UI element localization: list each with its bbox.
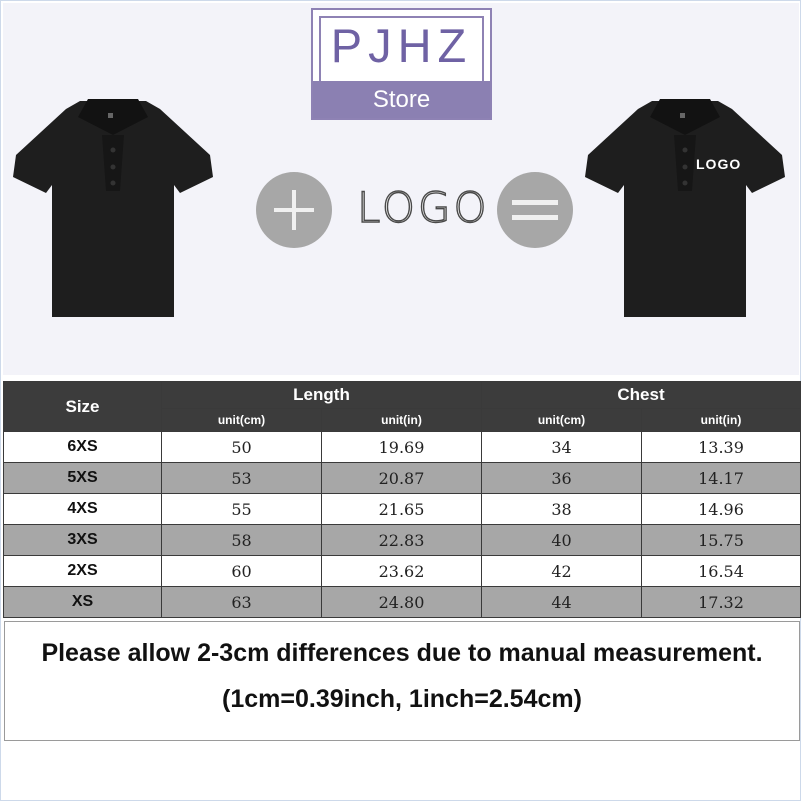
length-cm-cell: 50 — [162, 432, 322, 463]
table-row — [4, 556, 801, 587]
chest-in-cell: 15.75 — [642, 525, 801, 556]
size-cell: 3XS — [4, 525, 162, 556]
equals-icon — [497, 172, 573, 248]
chest-cm-cell: 36 — [482, 463, 642, 494]
length-in-cell: 23.62 — [322, 556, 482, 587]
logo-polo-shirt-image — [582, 95, 788, 321]
chest-cm-cell: 38 — [482, 494, 642, 525]
brand-logo — [311, 8, 492, 120]
chest-cm-cell: 44 — [482, 587, 642, 618]
brand-name: PJHZ — [330, 19, 473, 72]
size-cell: 6XS — [4, 432, 162, 463]
unit-conversion-text: (1cm=0.39inch, 1inch=2.54cm) — [222, 685, 582, 713]
chest-in-cell: 14.96 — [642, 494, 801, 525]
length-in-cell: 24.80 — [322, 587, 482, 618]
length-column-header: Length — [162, 382, 482, 409]
chest-unit-in-header: unit(in) — [642, 409, 801, 432]
shirt-logo-text: LOGO — [696, 156, 742, 172]
chest-in-cell: 13.39 — [642, 432, 801, 463]
table-row — [4, 525, 801, 556]
plain-polo-shirt-image — [10, 95, 216, 321]
size-cell: XS — [4, 587, 162, 618]
chest-cm-cell: 34 — [482, 432, 642, 463]
length-in-cell: 22.83 — [322, 525, 482, 556]
size-column-header: Size — [4, 382, 162, 432]
length-in-cell: 21.65 — [322, 494, 482, 525]
table-row — [4, 432, 801, 463]
size-cell: 2XS — [4, 556, 162, 587]
size-cell: 5XS — [4, 463, 162, 494]
size-chart-table — [3, 381, 801, 618]
length-unit-cm-header: unit(cm) — [162, 409, 322, 432]
chest-in-cell: 14.17 — [642, 463, 801, 494]
length-cm-cell: 58 — [162, 525, 322, 556]
table-row — [4, 463, 801, 494]
logo-word: LOGO — [357, 183, 490, 232]
chest-in-cell: 16.54 — [642, 556, 801, 587]
measurement-note — [4, 621, 800, 741]
brand-store-label: Store — [313, 81, 490, 118]
length-cm-cell: 63 — [162, 587, 322, 618]
chest-cm-cell: 40 — [482, 525, 642, 556]
chest-column-header: Chest — [482, 382, 801, 409]
chest-cm-cell: 42 — [482, 556, 642, 587]
length-in-cell: 20.87 — [322, 463, 482, 494]
size-cell: 4XS — [4, 494, 162, 525]
table-row — [4, 587, 801, 618]
chest-in-cell: 17.32 — [642, 587, 801, 618]
length-cm-cell: 53 — [162, 463, 322, 494]
length-cm-cell: 60 — [162, 556, 322, 587]
length-cm-cell: 55 — [162, 494, 322, 525]
chest-unit-cm-header: unit(cm) — [482, 409, 642, 432]
table-row — [4, 494, 801, 525]
length-in-cell: 19.69 — [322, 432, 482, 463]
measurement-note-text: Please allow 2-3cm differences due to manual measurement. — [41, 639, 763, 667]
length-unit-in-header: unit(in) — [322, 409, 482, 432]
plus-icon — [256, 172, 332, 248]
